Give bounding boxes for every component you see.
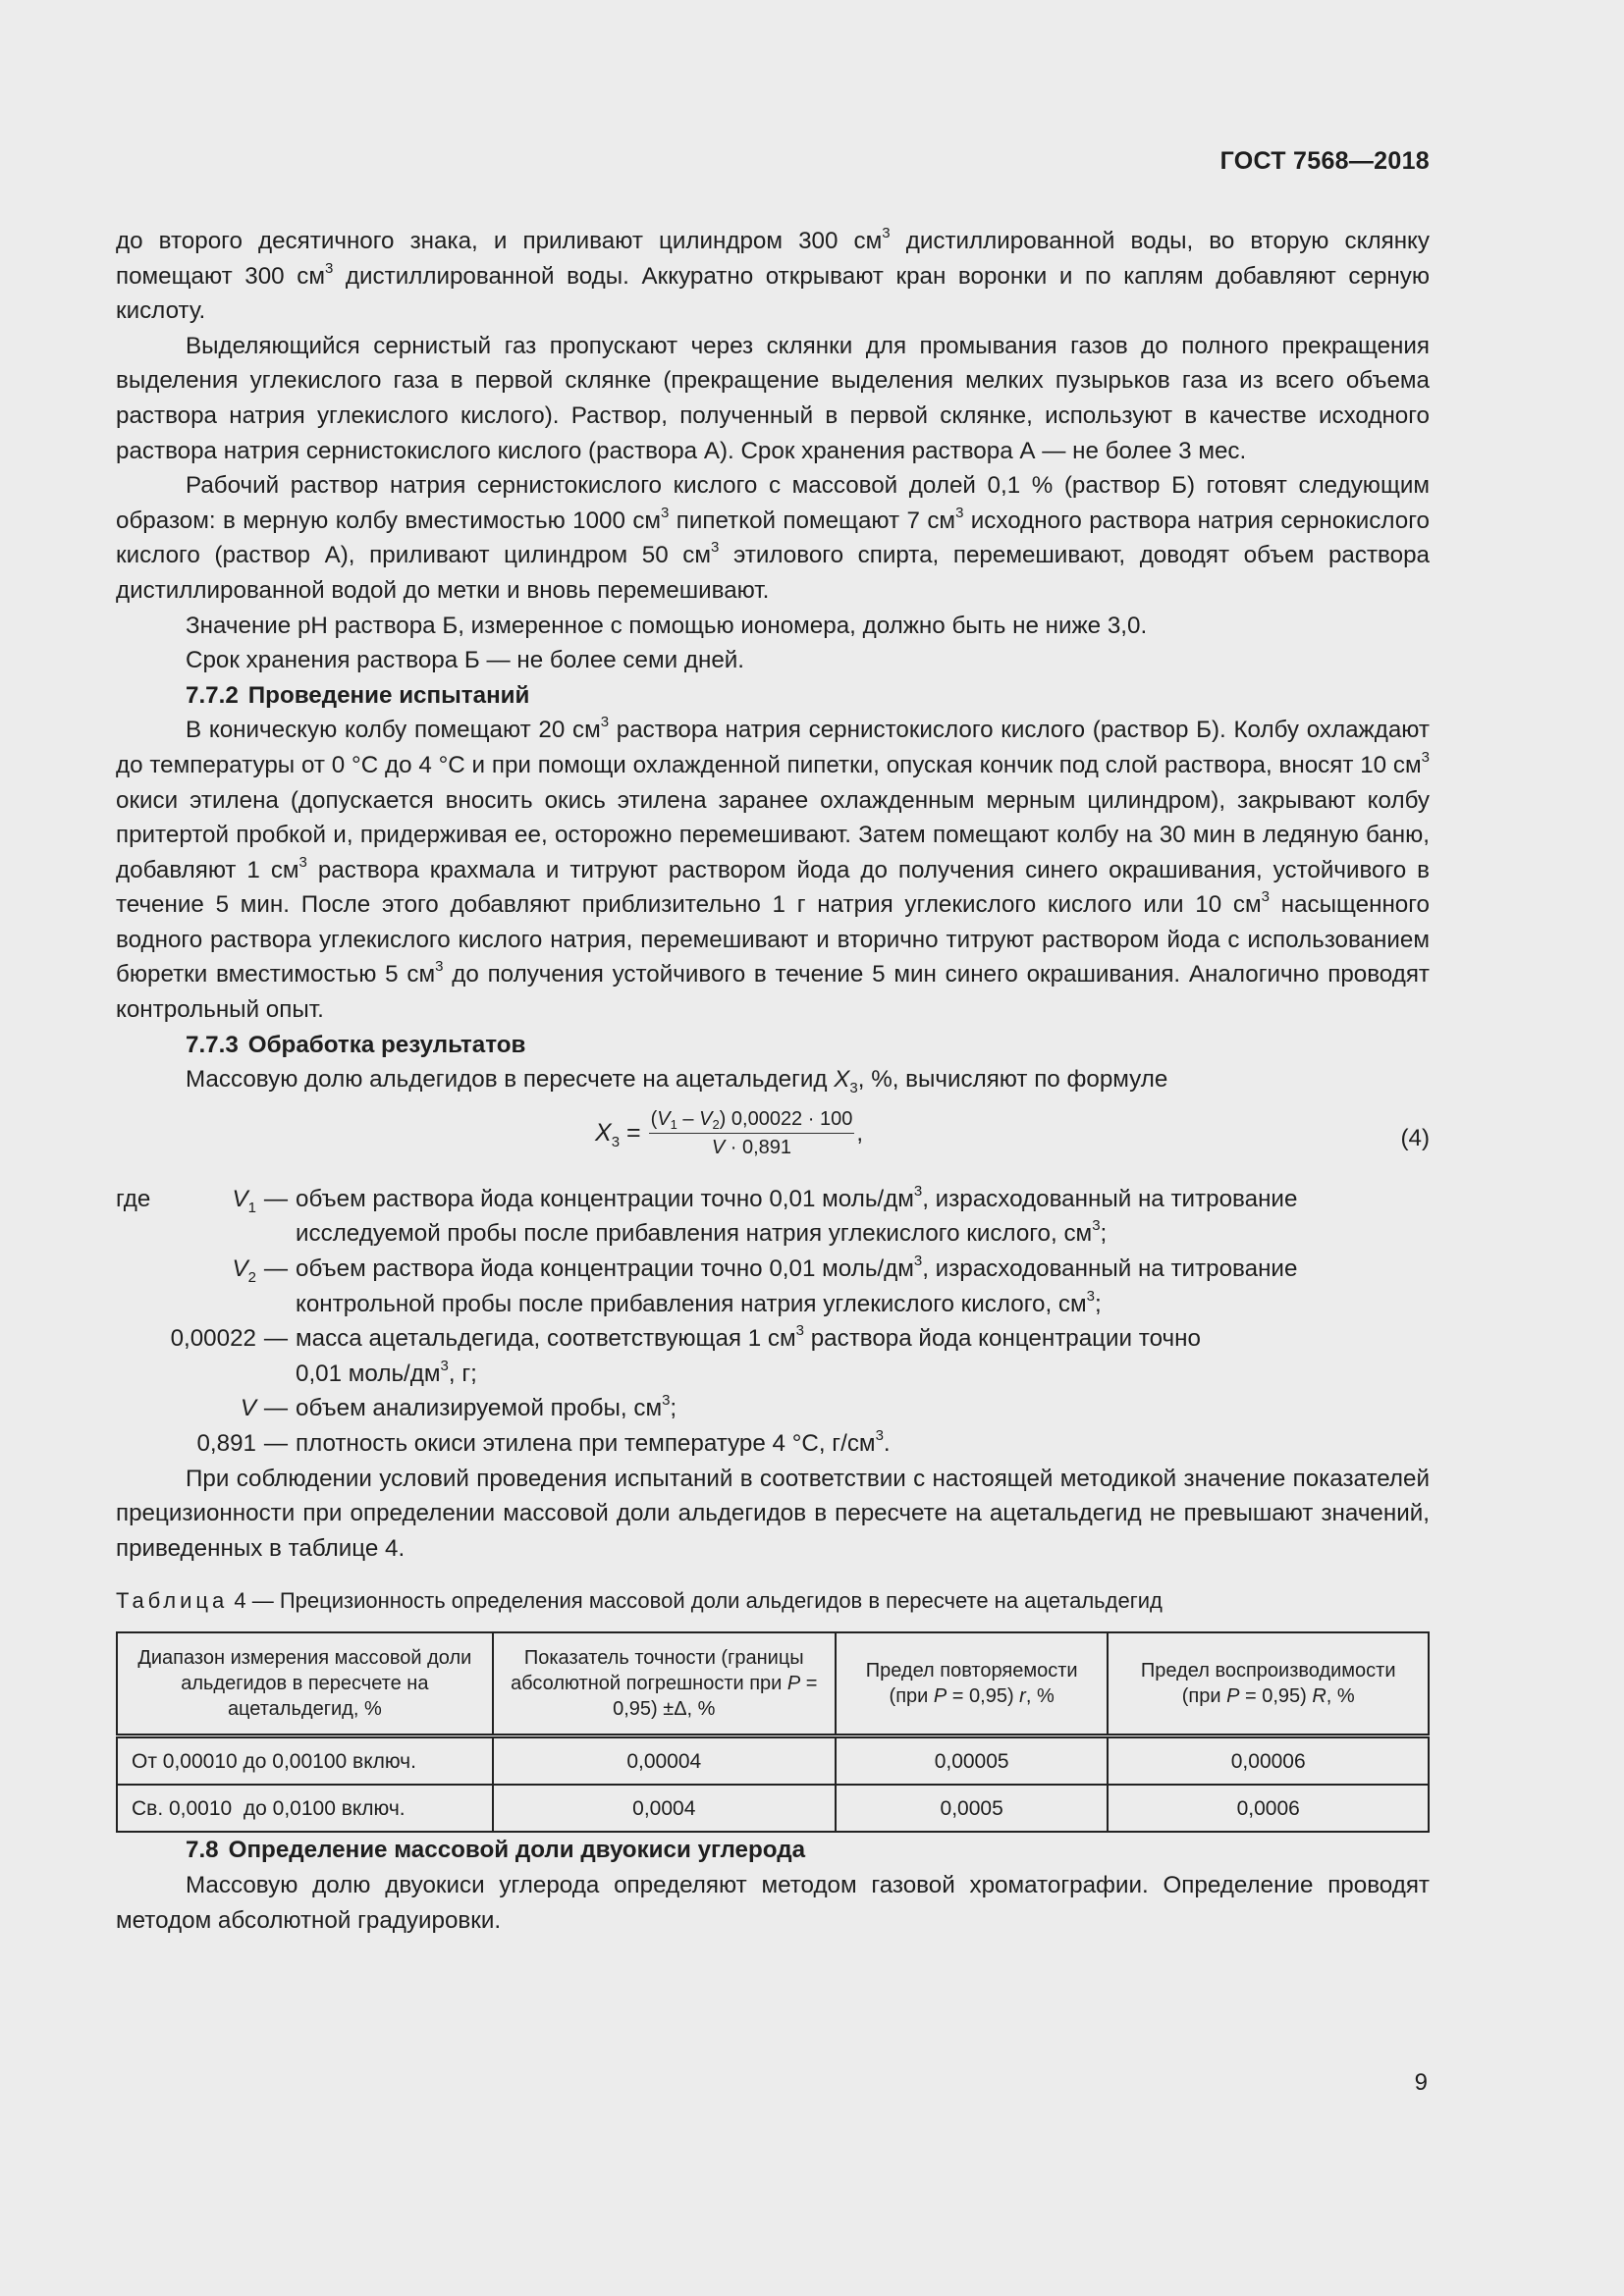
table-cell: 0,0006 [1108,1785,1429,1832]
table-cell: 0,0005 [836,1785,1109,1832]
document-body [116,224,1430,1938]
table-cell: От 0,00010 до 0,00100 включ. [117,1736,493,1786]
column-header-accuracy: Показатель точности (границы абсолютной погрешности при P = 0,95) ±Δ, % [493,1632,836,1736]
table-row [117,1736,1429,1786]
definition-constant: 0,00022 — масса ацетальдегида, соответствующая 1 $см^3$ раствора йода концентрации точно 0,01 моль/$дм^3$, г; [170,1322,1201,1387]
table-cell: 0,00006 [1108,1736,1429,1786]
paragraph-3: Рабочий раствор натрия сернистокислого кислого с массовой долей 0,1 % (раствор Б) готовят следующим образом: в мерную колбу вместимостью 1000 $см^3$ пипеткой помещают 7 $см^3$ исходного раствора натрия сернокислого кислого (раствор А), приливают цилиндром 50 $см^3$ этилового спирта, перемешивают, доводят объем раствора дистиллированной водой до метки и вновь перемешивают. [116,472,1430,604]
table-header-row [117,1632,1429,1736]
column-header-reproducibility: Предел воспроизводимости (при P = 0,95) R, % [1108,1632,1429,1736]
definition-v1: где $V_1$ — объем раствора йода концентрации точно 0,01 моль/$дм^3$, израсходованный на титрование исследуемой пробы после прибавления натрия углекислого кислого, $см^3$; [116,1182,1298,1248]
paragraph-4: Значение pH раствора Б, измеренное с помощью иономера, должно быть не ниже 3,0. [186,612,1148,639]
formula-definitions [116,1182,1430,1462]
table-cell: 0,00005 [836,1736,1109,1786]
equation-number: (4) [1400,1124,1430,1151]
paragraph-2: Выделяющийся сернистый газ пропускают через склянки для промывания газов до полного прекращения выделения углекислого газа в первой склянке (прекращение выделения мелких пузырьков газа из всего объема раствора натрия углекислого кислого). Раствор, полученный в первой склянке, используют в качестве исходного раствора натрия сернистокислого кислого (раствора А). Срок хранения раствора А — не более 3 мес. [116,332,1430,464]
standard-header: ГОСТ 7568—2018 [1219,147,1430,175]
definition-density: 0,891 — плотность окиси этилена при температуре 4 °С, $г/см^3$. [196,1427,891,1457]
page-number: 9 [1414,2069,1428,2096]
formula-lhs: $X_3$ = [595,1118,641,1150]
paragraph-8: При соблюдении условий проведения испытаний в соответствии с настоящей методикой значение показателей прецизионности при определении массовой доли альдегидов в пересчете на ацетальдегид не превышают значений, приведенных в таблице 4. [116,1465,1430,1562]
formula-body: $X_3$ = $\frac{(V_1 - V_2) 0,00022 \cdot 100}{V \cdot 0,891}$ , [595,1105,863,1161]
table-caption: Таблица 4 — Прецизионность определения массовой доли альдегидов в пересчете на ацетальдегид [116,1588,1163,1614]
precision-table [116,1631,1430,1833]
table-cell: 0,00004 [493,1736,836,1786]
definition-v: V — объем анализируемой пробы, $см^3$; [240,1392,677,1422]
formula-fraction [649,1105,855,1161]
definition-v2: $V_2$ — объем раствора йода концентрации точно 0,01 моль/$дм^3$, израсходованный на титрование контрольной пробы после прибавления натрия углекислого кислого, $см^3$; [232,1253,1298,1317]
paragraph-5: Срок хранения раствора Б — не более семи дней. [186,647,744,674]
heading-7-7-3: 7.7.3 Обработка результатов [186,1031,526,1058]
heading-7-8: 7.8 Определение массовой доли двуокиси углерода [186,1837,806,1864]
formula-4 [116,1101,1430,1180]
paragraph-1: до второго десятичного знака, и приливают цилиндром 300 $см^3$ дистиллированной воды, во вторую склянку помещают 300 $см^3$ дистиллированной воды. Аккуратно открывают кран воронки и по каплям добавляют серную кислоту. [116,225,1430,325]
table-cell: Св. 0,0010 до 0,0100 включ. [117,1785,493,1832]
heading-7-7-2: 7.7.2 Проведение испытаний [186,681,530,709]
column-header-range: Диапазон измерения массовой доли альдегидов в пересчете на ацетальдегид, % [117,1632,493,1736]
formula-denominator: V · 0,891 [711,1136,792,1158]
column-header-repeatability: Предел повторяемости (при P = 0,95) r, % [836,1632,1109,1736]
paragraph-7: Массовую долю альдегидов в пересчете на ацетальдегид $X_3$, %, вычисляют по формуле [186,1066,1168,1097]
paragraph-9: Массовую долю двуокиси углерода определяют методом газовой хроматографии. Определение проводят методом абсолютной градуировки. [116,1871,1430,1934]
table-row [117,1785,1429,1832]
table-cell: 0,0004 [493,1785,836,1832]
formula-numerator: $(V_1 - V_2) 0,00022 \cdot 100$ [649,1105,855,1134]
paragraph-6: В коническую колбу помещают 20 $см^3$ раствора натрия сернистокислого кислого (раствор Б). Колбу охлаждают до температуры от 0 °С до 4 °С и при помощи охлажденной пипетки, опуская кончик под слой раствора, вносят 10 $см^3$ окиси этилена (допускается вносить окись этилена заранее охлажденным мерным цилиндром), закрывают колбу притертой пробкой и, придерживая ее, осторожно перемешивают. Затем помещают колбу на 30 мин в ледяную баню, добавляют 1 $см^3$ раствора крахмала и титруют раствором йода до получения синего окрашивания, устойчивого в течение 5 мин. После этого добавляют приблизительно 1 г натрия углекислого кислого или 10 $см^3$ насыщенного водного раствора углекислого кислого натрия, перемешивают и вторично титруют раствором йода с использованием бюретки вместимостью 5 $см^3$ до получения устойчивого в течение 5 мин синего окрашивания. Аналогично проводят контрольный опыт. [116,714,1431,1024]
